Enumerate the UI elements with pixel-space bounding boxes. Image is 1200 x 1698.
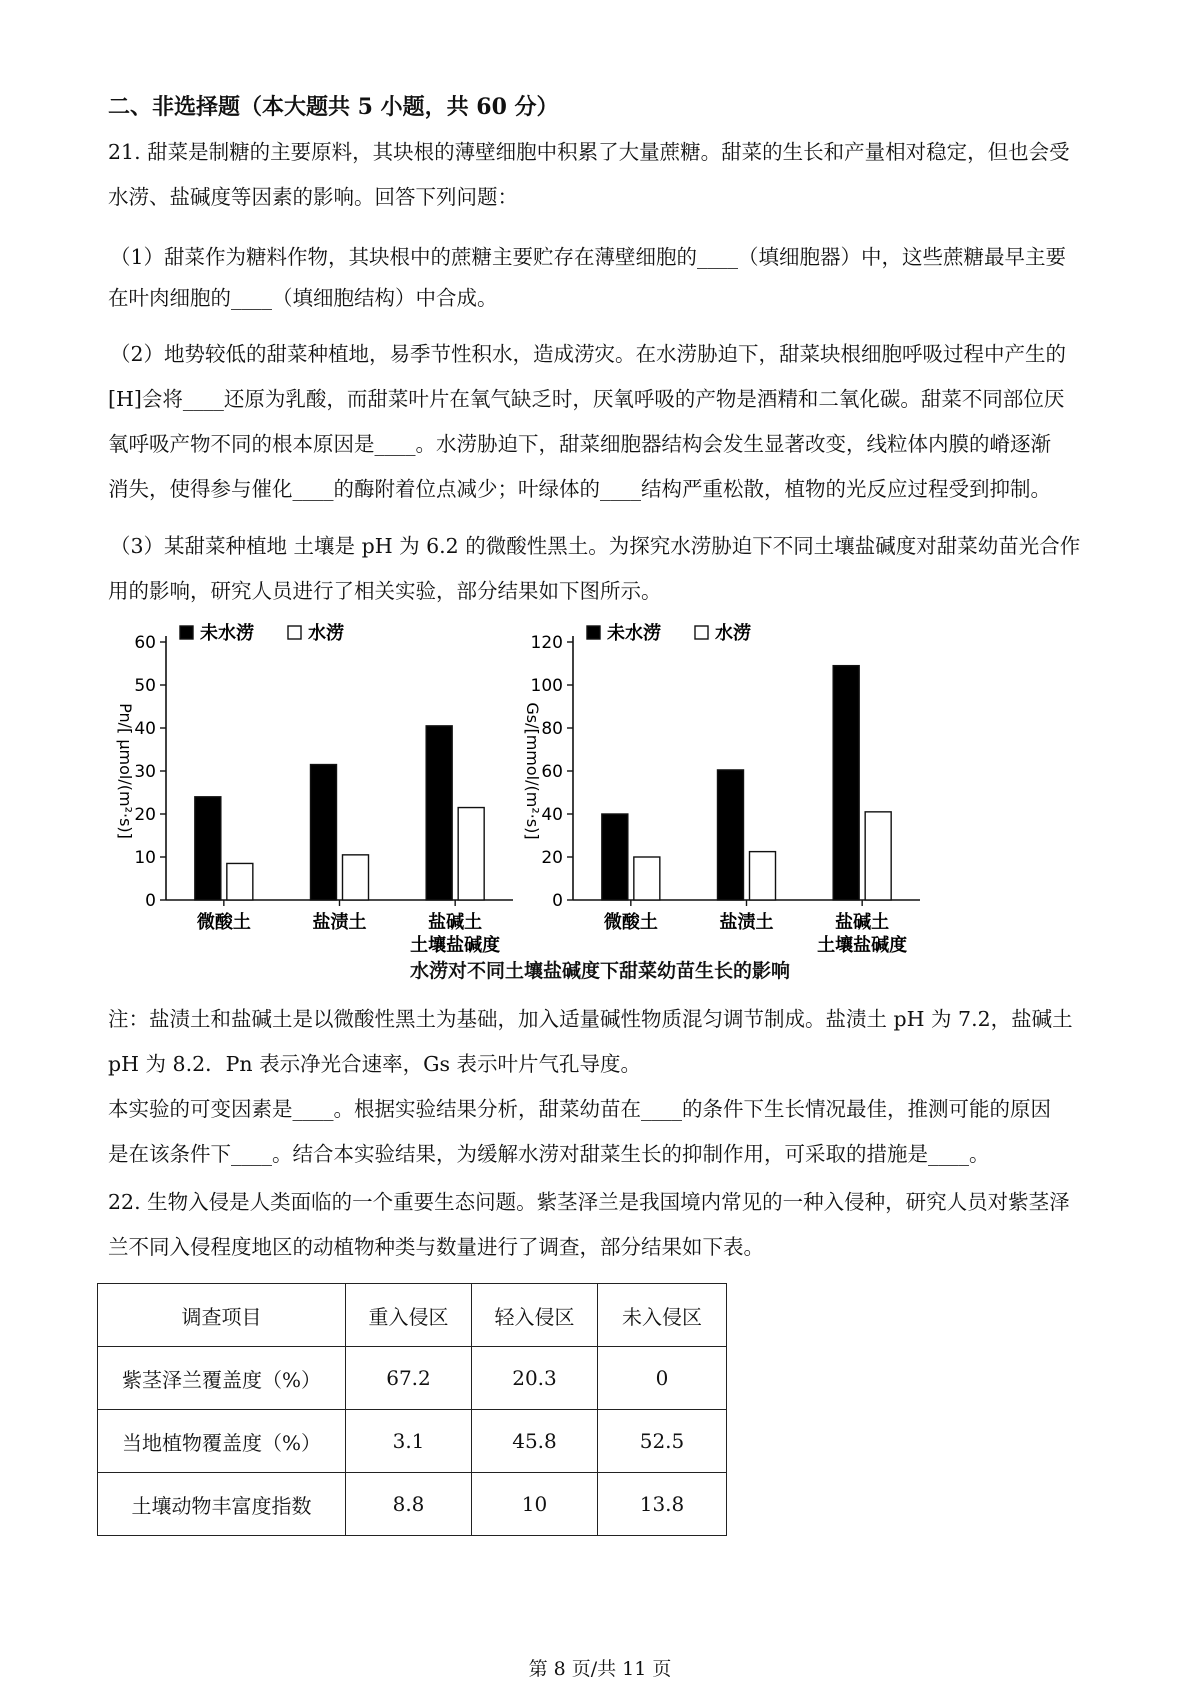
table-cell: 20.3 — [472, 1347, 598, 1410]
y-tick-label: 10 — [134, 848, 156, 868]
table-row — [98, 1410, 727, 1473]
table-cell: 13.8 — [598, 1473, 727, 1536]
pn-chart — [108, 618, 528, 957]
legend-label-not-flooded: 未水涝 — [200, 623, 254, 644]
y-tick-label: 0 — [145, 891, 156, 911]
y-tick-label: 60 — [541, 762, 563, 782]
x-tick-label: 盐碱土 — [835, 912, 890, 933]
gs-chart-svg — [515, 618, 935, 953]
q21-note-line: pH 为 8.2．Pn 表示净光合速率，Gs 表示叶片气孔导度。 — [108, 1052, 642, 1076]
q21-line: 消失，使得参与催化____的酶附着位点减少；叶绿体的____结构严重松散，植物的光反应过程受到抑制。 — [108, 477, 1051, 501]
legend-label-flooded: 水涝 — [715, 623, 751, 644]
q22-line: 兰不同入侵程度地区的动植物种类与数量进行了调查，部分结果如下表。 — [108, 1235, 764, 1259]
q21-line: 水涝、盐碱度等因素的影响。回答下列问题： — [108, 185, 518, 209]
bar-flooded — [343, 855, 369, 900]
gs-chart — [515, 618, 935, 957]
table-cell: 当地植物覆盖度（%） — [98, 1410, 346, 1473]
q21-line: 氧呼吸产物不同的根本原因是____。水涝胁迫下，甜菜细胞器结构会发生显著改变，线粒体内膜的嵴逐渐 — [108, 432, 1051, 456]
x-tick-label: 微酸土 — [603, 912, 658, 933]
q21-line: [H]会将____还原为乳酸，而甜菜叶片在氧气缺乏时，厌氧呼吸的产物是酒精和二氧化碳。甜菜不同部位厌 — [108, 387, 1065, 411]
table-cell: 67.2 — [346, 1347, 472, 1410]
q21-line: （1）甜菜作为糖料作物，其块根中的蔗糖主要贮存在薄壁细胞的____（填细胞器）中，这些蔗糖最早主要 — [110, 245, 1067, 269]
pn-chart-svg — [108, 618, 528, 953]
table-cell: 土壤动物丰富度指数 — [98, 1473, 346, 1536]
y-tick-label: 50 — [134, 676, 156, 696]
bar-flooded — [458, 808, 484, 900]
q21-line: （3）某甜菜种植地 土壤是 pH 为 6.2 的微酸性黑土。为探究水涝胁迫下不同土壤盐碱度对甜菜幼苗光合作 — [110, 534, 1081, 558]
legend-label-not-flooded: 未水涝 — [607, 623, 661, 644]
table-row — [98, 1473, 727, 1536]
table-header-cell: 未入侵区 — [598, 1284, 727, 1347]
table-header-cell: 轻入侵区 — [472, 1284, 598, 1347]
table-cell: 45.8 — [472, 1410, 598, 1473]
table-cell: 紫茎泽兰覆盖度（%） — [98, 1347, 346, 1410]
bar-flooded — [634, 857, 660, 900]
y-tick-label: 80 — [541, 719, 563, 739]
q22-line: 22. 生物入侵是人类面临的一个重要生态问题。紫茎泽兰是我国境内常见的一种入侵种，研究人员对紫茎泽 — [108, 1190, 1070, 1214]
table-row — [98, 1347, 727, 1410]
table-cell: 3.1 — [346, 1410, 472, 1473]
y-tick-label: 30 — [134, 762, 156, 782]
table-cell: 10 — [472, 1473, 598, 1536]
q21-question-line: 是在该条件下____。结合本实验结果，为缓解水涝对甜菜生长的抑制作用，可采取的措施是____。 — [108, 1142, 990, 1166]
bar-not-flooded — [426, 726, 452, 900]
y-tick-label: 40 — [541, 805, 563, 825]
y-tick-label: 20 — [541, 848, 563, 868]
table-header-cell: 调查项目 — [98, 1284, 346, 1347]
section-heading: 二、非选择题（本大题共 5 小题，共 60 分） — [108, 94, 559, 120]
bar-flooded — [750, 852, 776, 900]
table-cell: 0 — [598, 1347, 727, 1410]
x-tick-label: 盐渍土 — [312, 912, 367, 933]
bar-not-flooded — [833, 666, 859, 900]
q21-line: （2）地势较低的甜菜种植地，易季节性积水，造成涝灾。在水涝胁迫下，甜菜块根细胞呼吸过程中产生的 — [110, 342, 1067, 366]
bar-not-flooded — [311, 765, 337, 900]
q21-question-line: 本实验的可变因素是____。根据实验结果分析，甜菜幼苗在____的条件下生长情况最佳，推测可能的原因 — [108, 1097, 1051, 1121]
bar-flooded — [865, 812, 891, 900]
page-footer: 第 8 页/共 11 页 — [528, 1658, 672, 1680]
q21-note-line: 注：盐渍土和盐碱土是以微酸性黑土为基础，加入适量碱性物质混匀调节制成。盐渍土 pH 为 7.2，盐碱土 — [108, 1007, 1073, 1031]
table-cell: 52.5 — [598, 1410, 727, 1473]
bar-not-flooded — [718, 770, 744, 900]
survey-table — [97, 1283, 727, 1536]
y-tick-label: 20 — [134, 805, 156, 825]
bar-not-flooded — [602, 814, 628, 900]
legend-swatch-not-flooded — [587, 626, 600, 639]
figure-caption: 水涝对不同土壤盐碱度下甜菜幼苗生长的影响 — [409, 960, 790, 982]
q21-line: 21. 甜菜是制糖的主要原料，其块根的薄壁细胞中积累了大量蔗糖。甜菜的生长和产量相对稳定，但也会受 — [108, 140, 1070, 164]
legend-label-flooded: 水涝 — [308, 623, 344, 644]
y-tick-label: 100 — [530, 676, 563, 696]
y-tick-label: 120 — [530, 633, 563, 653]
y-tick-label: 40 — [134, 719, 156, 739]
x-axis-label: 土壤盐碱度 — [410, 935, 501, 953]
bar-not-flooded — [195, 797, 221, 900]
x-tick-label: 盐碱土 — [428, 912, 483, 933]
legend-swatch-flooded — [288, 626, 301, 639]
bar-flooded — [227, 863, 253, 900]
y-tick-label: 60 — [134, 633, 156, 653]
y-axis-label: Gs/[mmol/(m²·s)] — [523, 702, 542, 840]
table-header-row — [98, 1284, 727, 1347]
x-axis-label: 土壤盐碱度 — [817, 935, 908, 953]
legend-swatch-not-flooded — [180, 626, 193, 639]
y-tick-label: 0 — [552, 891, 563, 911]
table-header-cell: 重入侵区 — [346, 1284, 472, 1347]
q21-line: 在叶肉细胞的____（填细胞结构）中合成。 — [108, 286, 498, 310]
x-tick-label: 盐渍土 — [719, 912, 774, 933]
table-cell: 8.8 — [346, 1473, 472, 1536]
legend-swatch-flooded — [695, 626, 708, 639]
q21-line: 用的影响，研究人员进行了相关实验，部分结果如下图所示。 — [108, 579, 662, 603]
x-tick-label: 微酸土 — [196, 912, 251, 933]
y-axis-label: Pn/[ μmol/(m²·s)] — [116, 703, 135, 839]
